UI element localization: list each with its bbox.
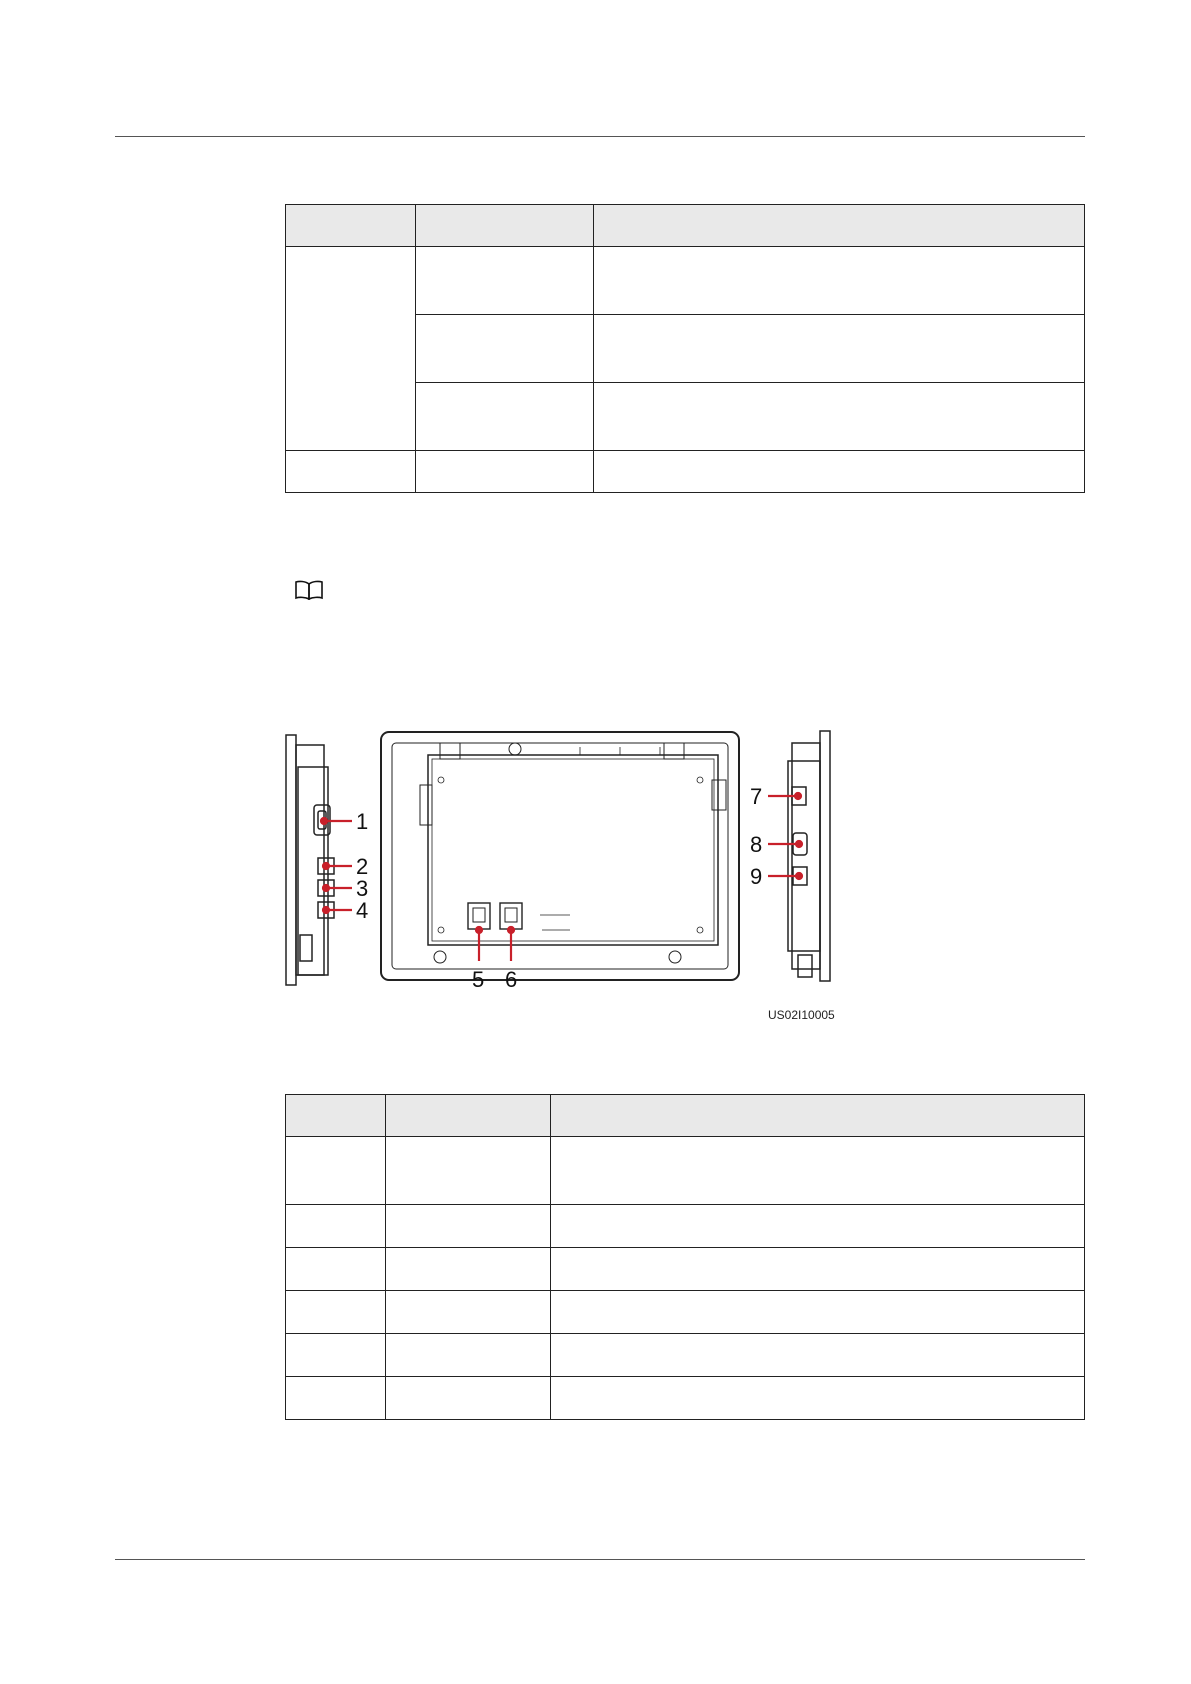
table-row [286,247,1085,315]
table-cell [551,1377,1085,1420]
table-cell [286,451,416,493]
table-cell [286,1377,386,1420]
table-2-header-cell [551,1095,1085,1137]
table-2-header-cell [286,1095,386,1137]
figure-code: US02I10005 [768,1008,835,1022]
table-cell [416,315,594,383]
table-row [286,1291,1085,1334]
table-cell [386,1205,551,1248]
callout-label: 9 [750,864,763,889]
table-2-header-row [286,1095,1085,1137]
book-icon [294,580,324,600]
table-1-header-row [286,205,1085,247]
callout-label: 7 [750,784,763,809]
device-figure [280,725,840,1035]
table-cell [551,1205,1085,1248]
callout-label: 8 [750,832,763,857]
callout-label: 3 [356,876,369,901]
table-cell [286,1137,386,1205]
table-row [286,1377,1085,1420]
left-side-view [286,735,334,985]
callout-label: 5 [472,967,485,992]
table-row [286,1137,1085,1205]
rear-view [381,732,739,980]
table-1-header-cell [416,205,594,247]
table-cell [551,1291,1085,1334]
table-cell [386,1377,551,1420]
table-cell [551,1248,1085,1291]
callout-label: 4 [356,898,369,923]
callout-label: 1 [356,809,369,834]
table-1-header-cell [594,205,1085,247]
header-rule [115,136,1085,137]
table-1-header-cell [286,205,416,247]
callout-leaders [321,793,802,961]
table-row [286,451,1085,493]
table-cell [594,247,1085,315]
table-2-header-cell [386,1095,551,1137]
table-cell [386,1248,551,1291]
table-cell [416,247,594,315]
table-1 [285,204,1085,493]
table-cell [416,451,594,493]
table-cell [286,1205,386,1248]
table-cell [286,1291,386,1334]
table-cell [551,1137,1085,1205]
table-cell [286,247,416,451]
table-cell [416,383,594,451]
callout-label: 6 [505,967,518,992]
footer-rule [115,1559,1085,1560]
table-cell [594,451,1085,493]
table-cell [594,383,1085,451]
table-row [286,1334,1085,1377]
table-row [286,1248,1085,1291]
table-cell [551,1334,1085,1377]
right-side-view [788,731,830,981]
table-cell [594,315,1085,383]
table-cell [386,1334,551,1377]
table-row [286,1205,1085,1248]
table-2 [285,1094,1085,1420]
table-cell [386,1137,551,1205]
callout-label: 2 [356,854,369,879]
table-cell [286,1248,386,1291]
table-cell [286,1334,386,1377]
table-cell [386,1291,551,1334]
